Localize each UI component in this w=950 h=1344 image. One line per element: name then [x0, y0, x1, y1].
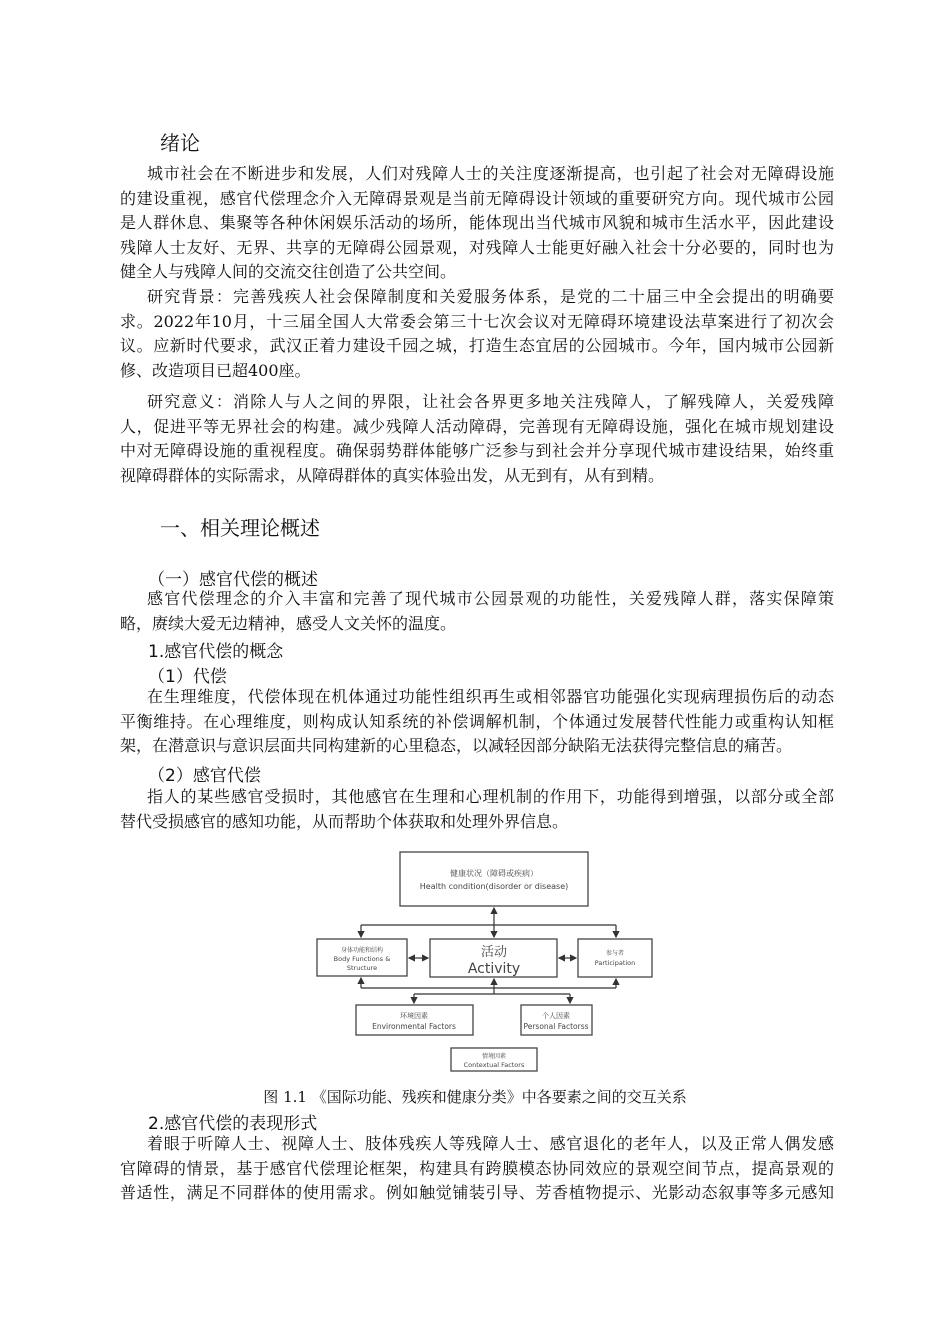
forms-paragraph [120, 1132, 834, 1206]
body-en-label: Body Functions & [333, 955, 391, 963]
health-en-label: Health condition(disorder or disease) [419, 882, 569, 891]
text-line: 是人群休息、集聚等各种休闲娱乐活动的场所，能体现出当代城市风貌和城市生活水平，因此建设 [120, 213, 834, 232]
text-line: 普适性，满足不同群体的使用需求。例如触觉铺装引导、芳香植物提示、光影动态叙事等多元感知 [120, 1183, 834, 1202]
subsection-title: （一）感官代偿的概述 [148, 570, 318, 590]
activity-en-label: Activity [467, 961, 521, 977]
env-cn-label: 环境因素 [400, 1012, 428, 1020]
text-line: 残障人士友好、无界、共享的无障碍公园景观，对残障人士能更好融入社会十分必要的，同时也为 [120, 237, 834, 257]
health-cn-label: 健康状况（障碍或疾病） [450, 869, 538, 878]
text-line: 求。2022年10月，十三届全国人大常委会第三十七次会议对无障碍环境建设法草案进行了初次会 [120, 311, 834, 331]
heading-concept: 1.感官代偿的概念 [148, 642, 284, 662]
env-en-label: Environmental Factors [372, 1022, 456, 1031]
text-line: 研究背景：完善残疾人社会保障制度和关爱服务体系，是党的二十届三中全会提出的明确要 [147, 287, 834, 306]
participation-box [578, 939, 652, 977]
text-line: 研究意义：消除人与人之间的界限，让社会各界更多地关注残障人，了解残障人，关爱残障 [147, 392, 834, 411]
text-line: 修、改造项目已超400座。 [120, 360, 311, 380]
text-line: 人，促进平等无界社会的构建。减少残障人活动障碍，完善现有无障碍设施，强化在城市规划建设 [120, 416, 834, 436]
text-line: 城市社会在不断进步和发展，人们对残障人士的关注度逐渐提高，也引起了社会对无障碍设施 [147, 164, 834, 183]
text-line: 官障碍的情景，基于感官代偿理论框架，构建具有跨膜模态协同效应的景观空间节点，提高景观的 [120, 1158, 834, 1178]
text-line: 架，在潜意识与意识层面共同构建新的心里稳态，以减轻因部分缺陷无法获得完整信息的痛苦。 [120, 736, 793, 755]
personal-cn-label: 个人因素 [542, 1012, 570, 1020]
text-line: 指人的某些感官受损时，其他感官在生理和心理机制的作用下，功能得到增强，以部分或全部 [147, 787, 834, 806]
text-line: 略，赓续大爱无边精神，感受人文关怀的温度。 [120, 613, 457, 633]
text-line: 中对无障碍设施的重视程度。确保弱势群体能够广泛参与到社会并分享现代城市建设结果，始终重 [120, 441, 834, 460]
participation-en-label: Participation [594, 959, 636, 967]
personal-en-label: Personal Factorss [523, 1022, 589, 1031]
body-cn-label: 身体功能和结构 [340, 947, 384, 954]
contextual-cn-label: 情境因素 [481, 1053, 507, 1060]
heading-forms: 2.感官代偿的表现形式 [148, 1114, 318, 1134]
participation-cn-label: 参与者 [605, 950, 625, 957]
text-line: 替代受损感官的感知功能，从而帮助个体获取和处理外界信息。 [120, 811, 569, 831]
text-line: 在生理维度，代偿体现在机体通过功能性组织再生或相邻器官功能强化实现病理损伤后的动态 [147, 687, 834, 706]
intro-title: 绪论 [160, 131, 200, 155]
body-en-label-2: Structure [346, 964, 378, 972]
health-condition-box [400, 852, 588, 906]
contextual-en-label: Contextual Factors [463, 1061, 525, 1069]
heading-sensory-compensation: （2）感官代偿 [148, 766, 261, 786]
heading-compensation: （1）代偿 [148, 667, 227, 687]
text-line: 的建设重视，感官代偿理念介入无障碍景观是当前无障碍设计领域的重要研究方向。现代城市公园 [120, 188, 834, 208]
text-line: 平衡维持。在心理维度，则构成认知系统的补偿调解机制，个体通过发展替代性能力或重构认知框 [120, 711, 834, 731]
activity-cn-label: 活动 [480, 945, 508, 960]
figure-caption: 图 1.1 《国际功能、残疾和健康分类》中各要素之间的交互关系 [263, 1088, 687, 1106]
text-line: 议。应新时代要求，武汉正着力建设千园之城，打造生态宜居的公园城市。今年，国内城市公园新 [120, 336, 834, 355]
text-line: 视障碍群体的实际需求，从障碍群体的真实体验出发，从无到有，从有到精。 [120, 465, 665, 485]
text-line: 健全人与残障人间的交流交往创造了公共空间。 [120, 262, 457, 281]
text-line: 着眼于听障人士、视障人士、肢体残疾人等残障人士、感官退化的老年人，以及正常人偶发感 [147, 1134, 834, 1153]
text-line: 感官代偿理念的介入丰富和完善了现代城市公园景观的功能性，关爱残障人群，落实保障策 [147, 589, 834, 608]
section-title: 一、相关理论概述 [160, 516, 320, 540]
